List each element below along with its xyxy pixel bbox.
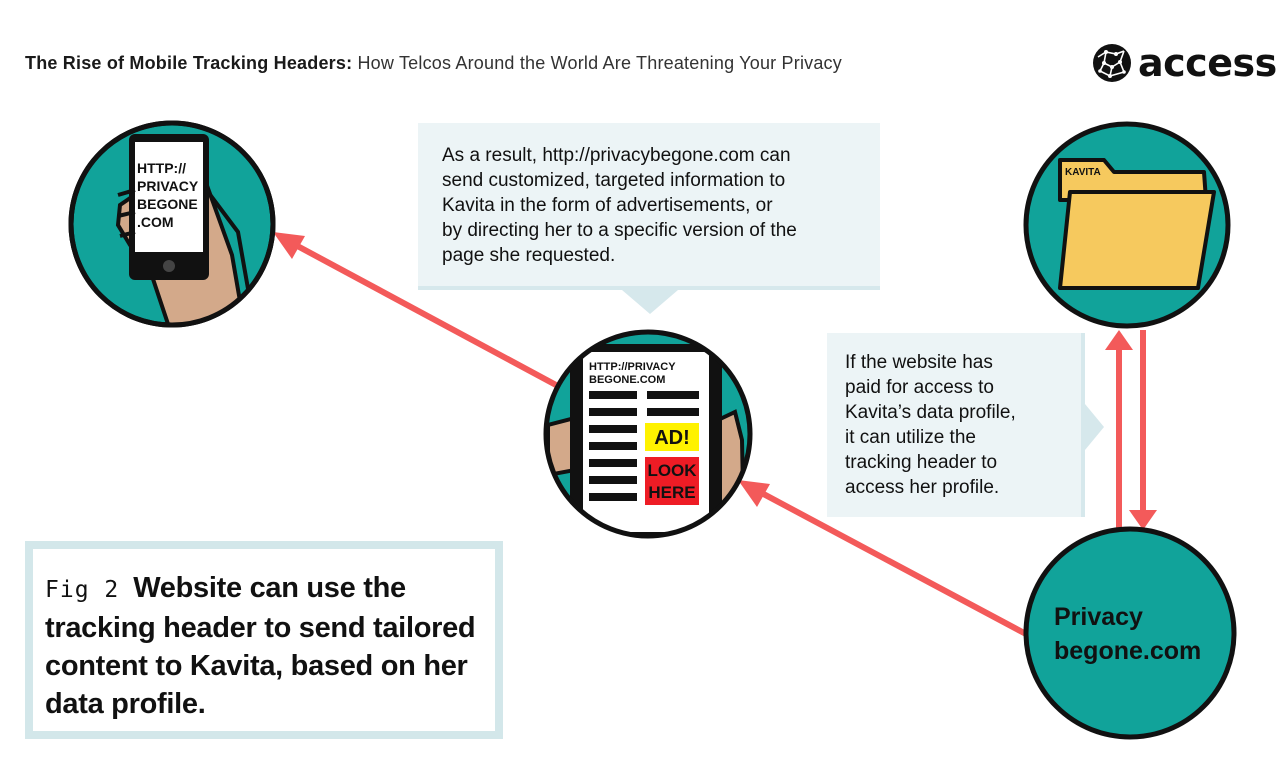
- left-phone-line-2: PRIVACY: [137, 178, 199, 194]
- left-phone-line-4: .COM: [137, 214, 174, 230]
- header-title-rest: How Telcos Around the World Are Threatening Your Privacy: [357, 53, 842, 73]
- callout-right-pointer: [1085, 404, 1104, 450]
- callout-top-pointer: [622, 290, 678, 314]
- logo-wordmark: access: [1138, 41, 1277, 85]
- figure-caption: [45, 569, 485, 723]
- here-label: HERE: [648, 483, 696, 502]
- callout-top-text: As a result, http://privacybegone.com can send customized, targeted information to Kavita in the form of advertisements, or by directing her to a specific version of the page she requested.: [442, 145, 797, 266]
- figure-caption-box: [25, 541, 503, 739]
- callout-right: [827, 333, 1085, 517]
- ad-label: AD!: [654, 427, 690, 449]
- callout-right-text: If the website has paid for access to Kavita’s data profile, it can utilize the tracking header to access her profile.: [845, 352, 1016, 498]
- center-phone-url-2: BEGONE.COM: [589, 374, 666, 386]
- left-phone-line-3: BEGONE: [137, 196, 198, 212]
- center-phone-node: [546, 332, 750, 544]
- figure-caption-text: Website can use the tracking header to send tailored content to Kavita, based on her data profile.: [45, 572, 476, 720]
- left-phone-line-1: HTTP://: [137, 160, 186, 176]
- folder-tab-label: KAVITA: [1065, 167, 1101, 178]
- center-phone-url-1: HTTP://PRIVACY: [589, 361, 676, 373]
- header-title-bold: The Rise of Mobile Tracking Headers:: [25, 53, 353, 73]
- left-phone-node: [71, 123, 273, 330]
- look-label: LOOK: [647, 461, 697, 480]
- arrowhead-folder: [1105, 330, 1133, 350]
- figure-label: Fig 2: [45, 577, 120, 603]
- callout-top: [418, 123, 880, 290]
- website-label: Privacy begone.com: [1054, 603, 1202, 665]
- folder-node: [1026, 124, 1228, 326]
